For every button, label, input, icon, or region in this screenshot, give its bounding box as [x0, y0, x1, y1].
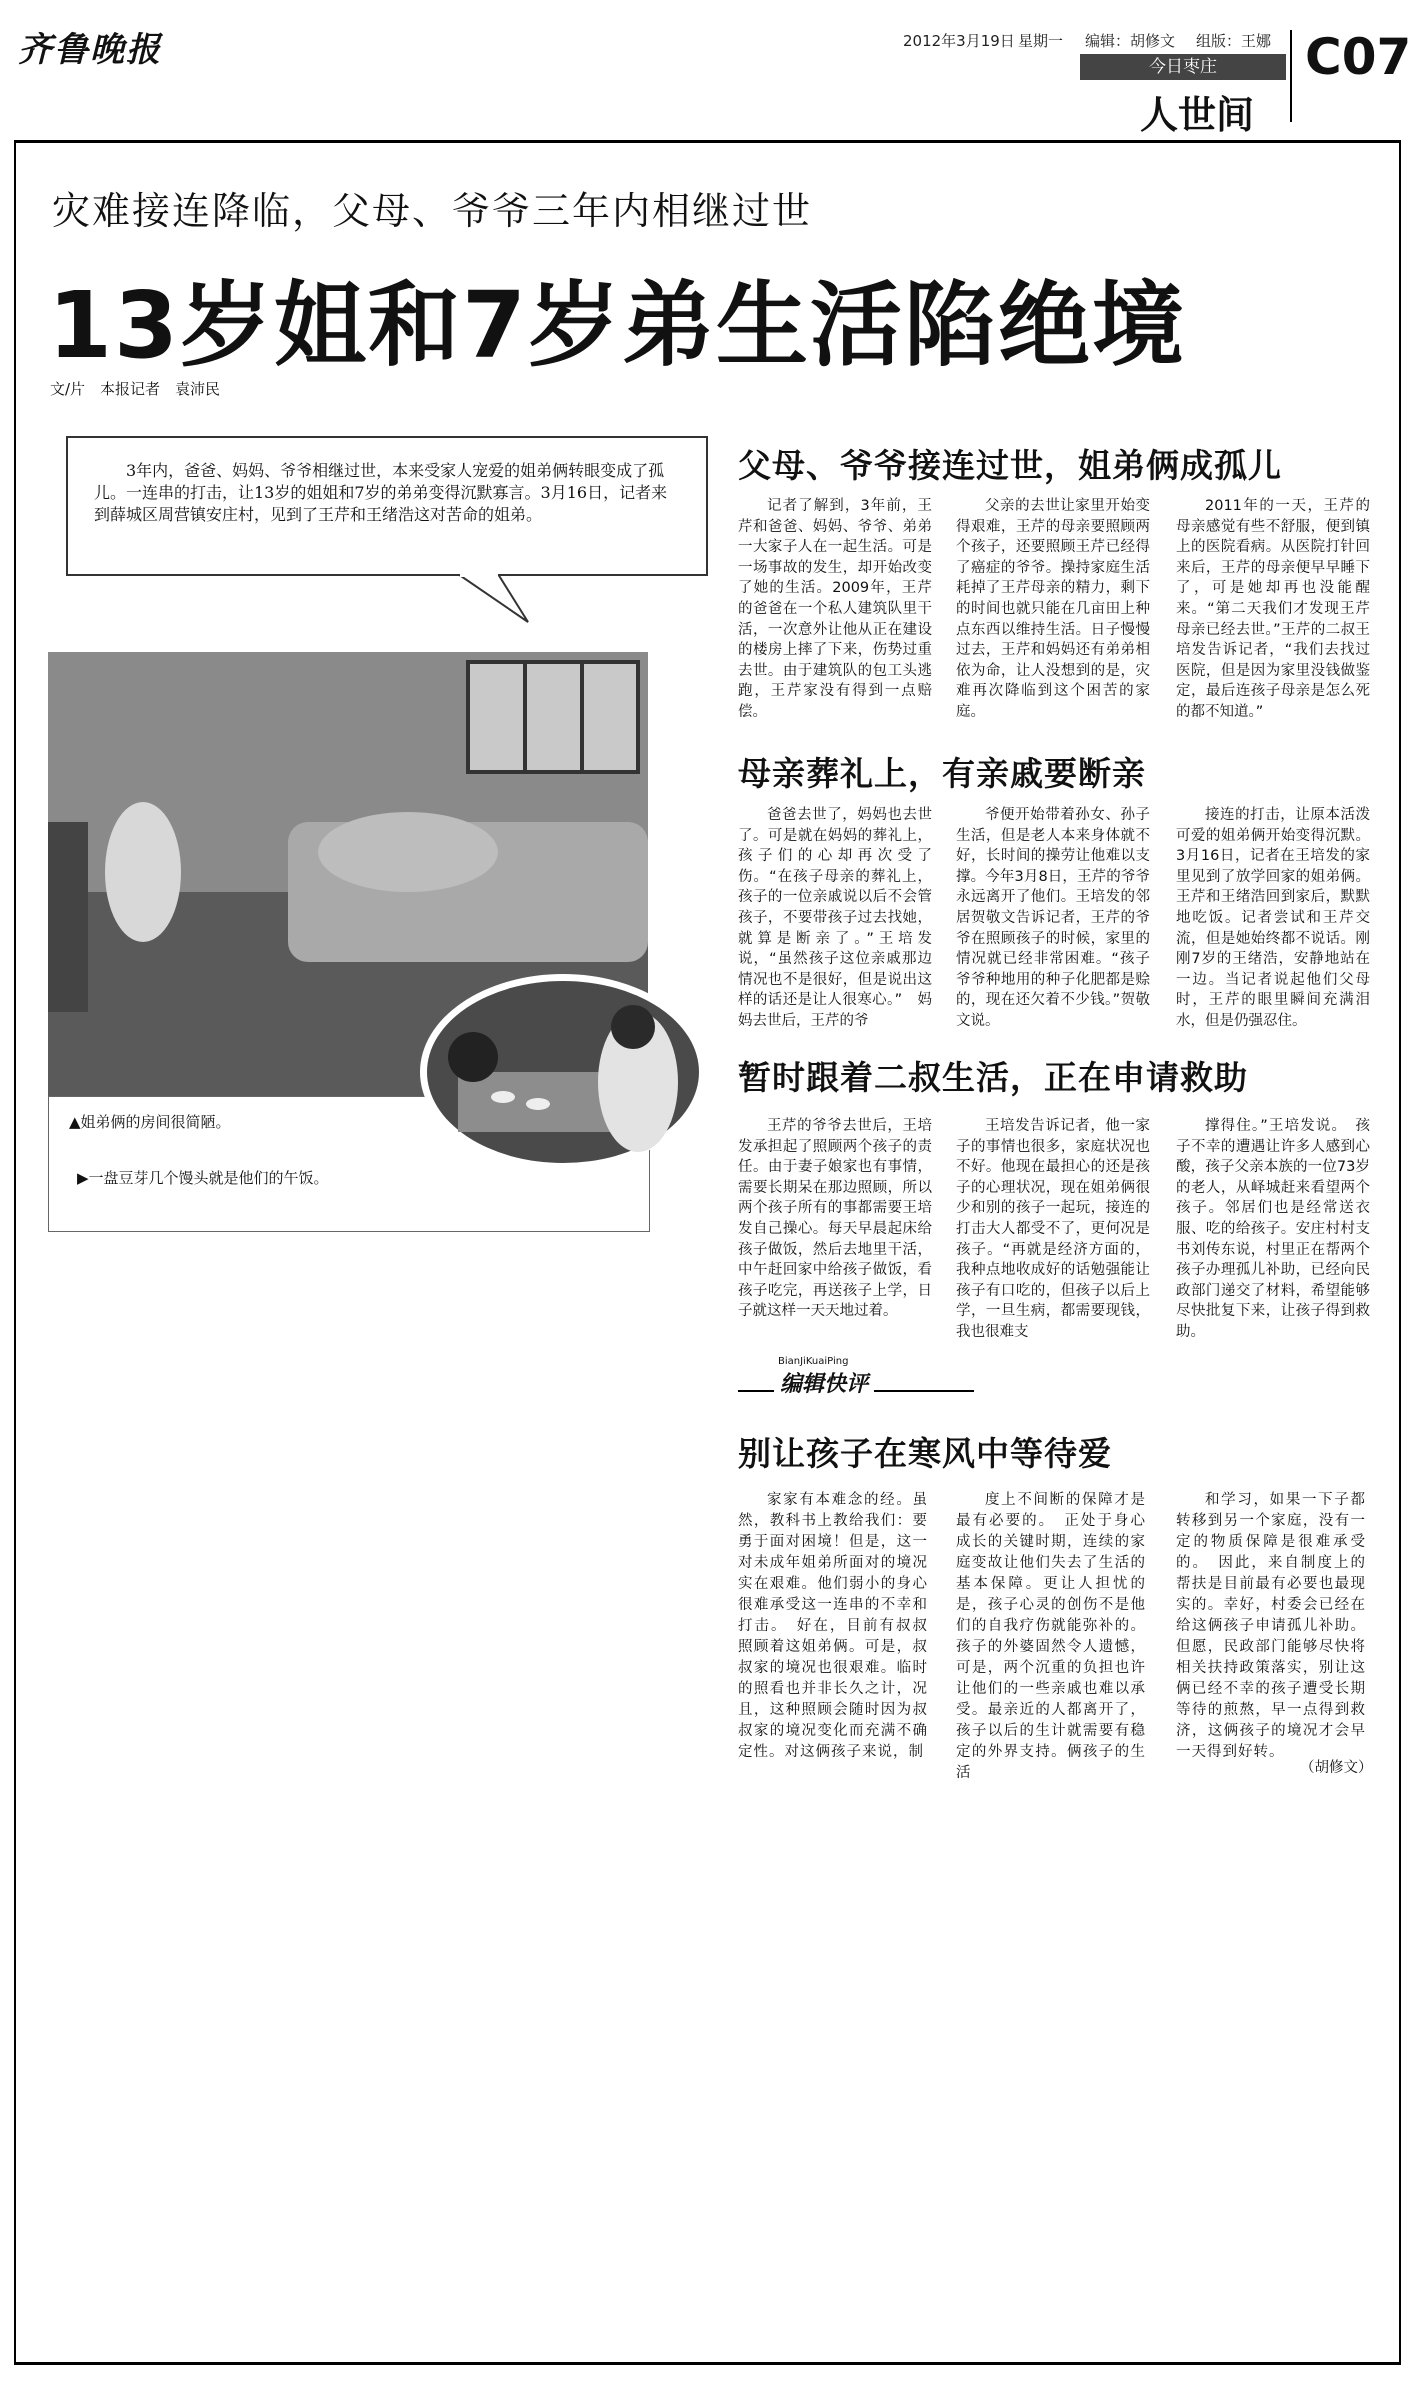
commentary-label-rule-left [738, 1390, 774, 1392]
lunch-photo-illustration [418, 972, 708, 1172]
frame-bottom-rule [14, 2362, 1401, 2365]
commentary-column-3: 和学习，如果一下子都转移到另一个家庭，没有一定的物质保障是很难承受的。 因此，来自制度上的帮扶是目前最有必要也最现实的。幸好，村委会已经在给这俩孩子申请孤儿补助。但愿，民政部门能够尽快将相关扶持政策落实，别让这俩已经不幸的孩子遭受长期等待的煎熬，早一点得到救济，这俩孩子的境况才会早一天得到好转。 [1176, 1492, 1366, 1760]
section-title: 人世间 [1140, 93, 1255, 137]
section-heading-1: 父母、爷爷接连过世，姐弟俩成孤儿 [738, 446, 1282, 485]
issue-weekday: 星期一 [1018, 32, 1064, 50]
caption-lunch: ▶一盘豆芽几个馒头就是他们的午饭。 [77, 1169, 329, 1187]
frame-right-rule [1399, 140, 1401, 2362]
regional-label: 今日枣庄 [1080, 54, 1286, 80]
caption-room: ▲姐弟俩的房间很简陋。 [69, 1113, 231, 1131]
article-byline: 文/片 本报记者 袁沛民 [50, 380, 221, 398]
section-2-column-3: 接连的打击，让原本活泼可爱的姐弟俩开始变得沉默。3月16日，记者在王培发的家里见到了放学回家的姐弟俩。王芹和王绪浩回到家后，默默地吃饭。记者尝试和王芹交流，但是她始终都不说话。刚刚7岁的王绪浩，安静地站在一边。当记者说起他们父母时，王芹的眼里瞬间充满泪水，但是仍强忍住。 [1176, 807, 1370, 1029]
intro-box: 3年内，爸爸、妈妈、爷爷相继过世，本来受家人宠爱的姐弟俩转眼变成了孤儿。一连串的打击，让13岁的姐姐和7岁的弟弟变得沉默寡言。3月16日，记者来到薛城区周营镇安庄村，见到了王芹和王绪浩这对苦命的姐弟。 [66, 436, 708, 576]
commentary-label [738, 1356, 974, 1398]
newspaper-logo: 齐鲁晚报 [18, 30, 162, 70]
commentary-label-row [738, 1367, 974, 1398]
section-2-column-2: 爷便开始带着孙女、孙子生活，但是老人本来身体就不好，长时间的操劳让他难以支撑。今年3月8日，王芹的爷爷永远离开了他们。王培发的邻居贺敬文告诉记者，王芹的爷爷在照顾孩子的时候，家里的情况就已经非常困难。“孩子爷爷种地用的种子化肥都是赊的，现在还欠着不少钱。”贺敬文说。 [956, 807, 1150, 1029]
section-3-column-3: 撑得住。”王培发说。 孩子不幸的遭遇让许多人感到心酸，孩子父亲本族的一位73岁的老人，从峄城赶来看望两个孩子。邻居们也是经常送衣服、吃的给孩子。安庄村村支书刘传东说，村里正在帮两个孩子办理孤儿补助，已经向民政部门递交了材料，希望能够尽快批复下来，让孩子得到救助。 [1176, 1118, 1370, 1340]
commentary-label-latin: BianJiKuaiPing [778, 1356, 849, 1367]
section-heading-3: 暂时跟着二叔生活，正在申请救助 [738, 1058, 1248, 1097]
commentary-signature: （胡修文） [1300, 1760, 1373, 1776]
section-1-column-1: 记者了解到，3年前，王芹和爸爸、妈妈、爷爷、弟弟一大家子人在一起生活。可是一场事故的发生，却开始改变了她的生活。2009年，王芹的爸爸在一个私人建筑队里干活，一次意外让他从正在建设的楼房上摔了下来，伤势过重去世。由于建筑队的包工头逃跑，王芹家没有得到一点赔偿。 [738, 498, 932, 720]
section-3-column-1: 王芹的爷爷去世后，王培发承担起了照顾两个孩子的责任。由于妻子娘家也有事情，需要长期呆在那边照顾，所以两个孩子所有的事都需要王培发自己操心。每天早晨起床给孩子做饭，然后去地里干活，中午赶回家中给孩子做饭，看孩子吃完，再送孩子上学，日子就这样一天天地过着。 [738, 1118, 932, 1320]
section-1-column-3: 2011年的一天，王芹的母亲感觉有些不舒服，便到镇上的医院看病。从医院打针回来后，王芹的母亲便早早睡下了，可是她却再也没能醒来。“第二天我们才发现王芹母亲已经去世。”王芹的二叔王培发告诉记者，“我们去找过医院，但是因为家里没钱做鉴定，最后连孩子母亲是怎么死的都不知道。” [1176, 498, 1370, 720]
editor-credit: 编辑：胡修文 [1085, 32, 1176, 50]
article-kicker: 灾难接连降临，父母、爷爷三年内相继过世 [52, 189, 813, 233]
masthead-divider [1290, 30, 1292, 122]
intro-box-tail [458, 574, 538, 624]
page-code: C07 [1305, 28, 1412, 86]
section-heading-2: 母亲葬礼上，有亲戚要断亲 [738, 754, 1146, 793]
commentary-column-1: 家家有本难念的经。虽然，教科书上教给我们：要勇于面对困境！但是，这一对未成年姐弟所面对的境况实在艰难。他们弱小的身心很难承受这一连串的不幸和打击。 好在，目前有叔叔照顾着这姐弟俩。可是，叔叔家的境况也很艰难。临时的照看也并非长久之计，况且，这种照顾会随时因为叔叔家的境况变化而充满不确定性。对这俩孩子来说，制 [738, 1492, 928, 1760]
commentary-column-2: 度上不间断的保障才是最有必要的。 正处于身心成长的关键时期，连续的家庭变故让他们失去了生活的基本保障。更让人担忧的是，孩子心灵的创伤不是他们的自我疗伤就能弥补的。孩子的外婆固然令人遗憾，可是，两个沉重的负担也许让他们的一些亲戚也难以承受。最亲近的人都离开了，孩子以后的生计就需要有稳定的外界支持。俩孩子的生活 [956, 1492, 1146, 1781]
frame-left-rule [14, 140, 16, 2362]
lunch-photo [418, 972, 708, 1172]
section-3-column-2: 王培发告诉记者，他一家子的事情也很多，家庭状况也不好。他现在最担心的还是孩子的心理状况，现在姐弟俩很少和别的孩子一起玩，接连的打击大人都受不了，更何况是孩子。“再就是经济方面的，我种点地收成好的话勉强能让孩子有口吃的，但孩子以后上学，一旦生病，都需要现钱，我也很难支 [956, 1118, 1150, 1340]
section-2-column-1: 爸爸去世了，妈妈也去世了。可是就在妈妈的葬礼上，孩子们的心却再次受了伤。“在孩子母亲的葬礼上，孩子的一位亲戚说以后不会管孩子，不要带孩子过去找她，就算是断亲了。”王培发说，“虽然孩子这位亲戚那边情况也不是很好，但是说出这样的话还是让人很寒心。” 妈妈去世后，王芹的爷 [738, 807, 932, 1029]
frame-top-rule [14, 140, 1401, 143]
commentary-heading: 别让孩子在寒风中等待爱 [738, 1434, 1112, 1473]
commentary-label-rule-right [874, 1390, 974, 1392]
article-headline: 13岁姐和7岁弟生活陷绝境 [48, 272, 1187, 379]
commentary-label-text: 编辑快评 [780, 1371, 869, 1397]
issue-date: 2012年3月19日 [903, 32, 1015, 50]
section-1-column-2: 父亲的去世让家里开始变得艰难，王芹的母亲要照顾两个孩子，还要照顾王芹已经得了癌症的爷爷。操持家庭生活耗掉了王芹母亲的精力，剩下的时间也就只能在几亩田上种点东西以维持生活。日子慢慢过去，王芹和妈妈还有弟弟相依为命，让人没想到的是，灾难再次降临到这个困苦的家庭。 [956, 498, 1150, 720]
layout-credit: 组版：王娜 [1196, 32, 1272, 50]
